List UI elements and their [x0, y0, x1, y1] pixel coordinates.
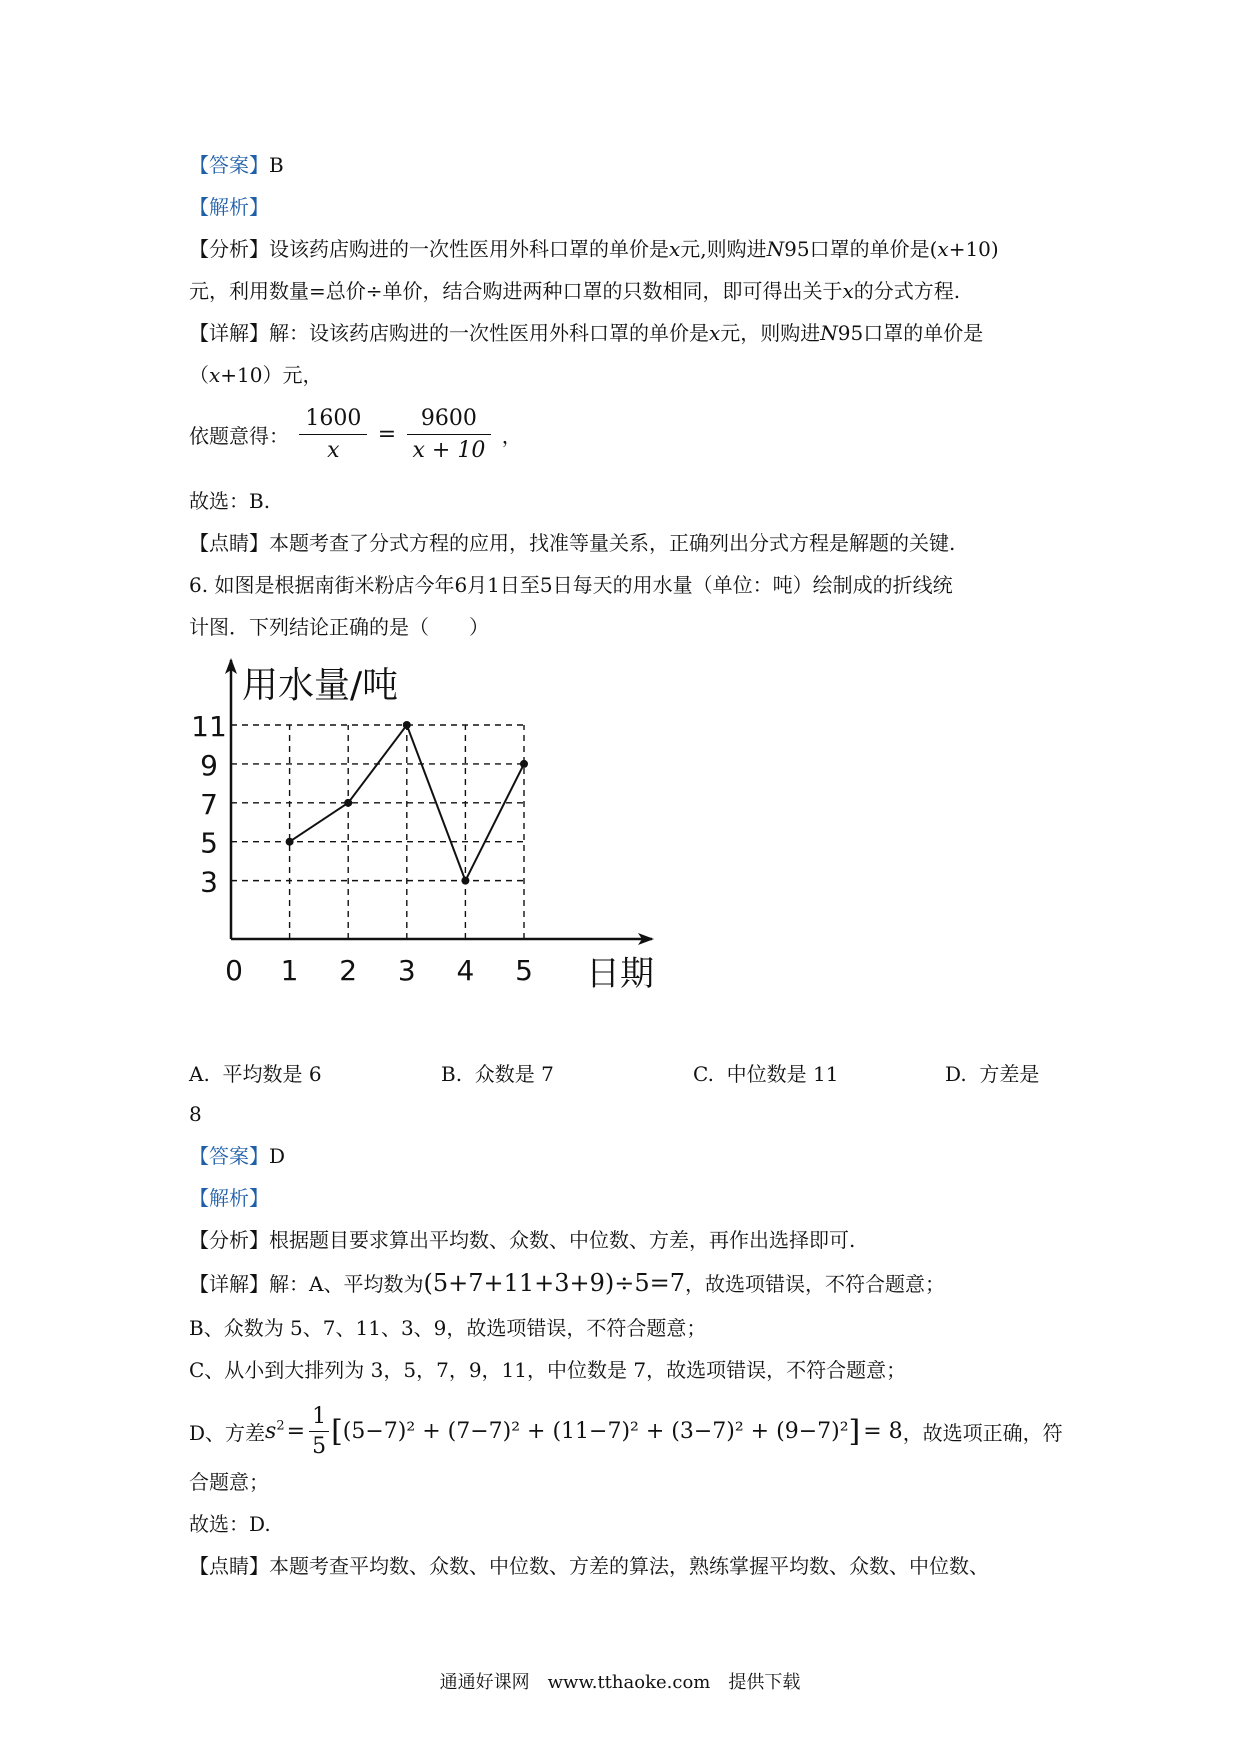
- option-text: 平均数是 6: [222, 1062, 322, 1086]
- var-s: s: [265, 1419, 277, 1444]
- data-point: [403, 721, 411, 729]
- option-d-wrap: [189, 1104, 202, 1124]
- option-label: A.: [189, 1062, 210, 1086]
- fenxi-text: 元，利用数量=总价÷单价，结合购进两种口罩的只数相同，即可得出关于: [189, 279, 843, 303]
- xiangjie-tag: 【详解】: [189, 321, 269, 345]
- q6-choose-line: [189, 1514, 271, 1534]
- equals-sign: =: [286, 1419, 306, 1444]
- equals-sign: =: [377, 422, 397, 447]
- fenxi-text: 设该药店购进的一次性医用外科口罩的单价是: [269, 237, 669, 261]
- chart-grid: [231, 725, 524, 939]
- q5-analysis-heading: [189, 197, 269, 217]
- q6-stem-text: 计图．下列结论正确的是（ ）: [189, 615, 489, 639]
- fraction-numerator: 9600: [407, 406, 492, 435]
- origin-label: 0: [225, 954, 243, 987]
- option-a: [189, 1064, 322, 1084]
- q6-line-d: [189, 1404, 1063, 1459]
- xiangjie-text: （: [189, 363, 209, 387]
- option-text: 中位数是 11: [726, 1062, 839, 1086]
- q6-fenxi-line: [189, 1230, 855, 1250]
- q6-answer-line: [189, 1146, 285, 1166]
- q5-choose-line: [189, 491, 270, 511]
- fraction-denominator: 5: [312, 1434, 327, 1459]
- answer-value: B: [269, 153, 284, 177]
- dianjing-tag: 【点睛】: [189, 1554, 269, 1578]
- xiangjie-text: 口罩的单价是: [863, 321, 984, 345]
- equation-comma: ，: [501, 424, 522, 448]
- fraction-left: [299, 406, 367, 463]
- q6-xiangjie-line-a: [189, 1268, 945, 1297]
- xiangjie-text: 解：设该药店购进的一次性医用外科口罩的单价是: [269, 321, 709, 345]
- dianjing-tag: 【点睛】: [189, 531, 269, 555]
- answer-tag: 【答案】: [189, 1144, 269, 1168]
- x-tick-label: 3: [397, 954, 416, 987]
- dianjing-text: 本题考查平均数、众数、中位数、方差的算法，熟练掌握平均数、众数、中位数、: [269, 1554, 989, 1578]
- var-x: x: [209, 363, 221, 387]
- x-tick-label: 2: [339, 954, 358, 987]
- var-x: x: [937, 237, 949, 261]
- q6-stem-text: 6. 如图是根据南街米粉店今年6月1日至5日每天的用水量（单位：吨）绘制成的折线统: [189, 573, 953, 597]
- q5-fenxi-line-2: [189, 281, 960, 301]
- y-tick-label: 7: [200, 787, 218, 821]
- y-tick-label: 11: [191, 710, 227, 743]
- q6-stem-line-1: [189, 575, 953, 595]
- line-d-text: D、方差: [189, 1421, 266, 1445]
- q6-line-b: [189, 1318, 706, 1338]
- y-axis-label: 用水量/吨: [242, 665, 399, 706]
- option-label: B.: [441, 1062, 463, 1086]
- option-label: C.: [693, 1062, 714, 1086]
- x-axis-label: 日期: [586, 954, 654, 994]
- data-point: [344, 799, 352, 807]
- y-tick-label: 5: [200, 826, 218, 860]
- option-c: [693, 1064, 838, 1084]
- q5-answer-line: [189, 155, 284, 175]
- fraction-one-fifth: [309, 1404, 329, 1459]
- superscript: 2: [276, 1418, 285, 1434]
- water-usage-line-chart: [180, 655, 680, 1010]
- q6-line-d-cont: [189, 1472, 269, 1492]
- choose-text: 故选：B.: [189, 489, 271, 513]
- mean-formula: (5+7+11+3+9)÷5=7: [423, 1269, 685, 1297]
- line-d-text: 合题意；: [189, 1470, 269, 1494]
- answer-value: D: [269, 1144, 286, 1168]
- xiangjie-text: 元，则购进: [720, 321, 821, 345]
- x-tick-label: 1: [280, 954, 299, 987]
- option-text: 众数是 7: [474, 1062, 554, 1086]
- q5-fenxi-line-1: [189, 239, 999, 259]
- q6-analysis-heading: [189, 1188, 269, 1208]
- variance-result: = 8: [863, 1419, 903, 1444]
- var-n: N: [766, 237, 785, 261]
- fenxi-text: 的分式方程.: [853, 279, 961, 303]
- x-tick-label: 4: [456, 954, 475, 987]
- x-tick-label: 5: [515, 954, 533, 987]
- choose-text: 故选：D.: [189, 1512, 271, 1536]
- y-tick-label: 9: [200, 748, 218, 782]
- equation-label: 依题意得：: [189, 424, 289, 448]
- q5-xiangjie-line-2: [189, 365, 323, 385]
- option-b: [441, 1064, 554, 1084]
- page-footer: 通通好课网 www.tthaoke.com 提供下载: [439, 1672, 801, 1693]
- var-n: N: [820, 321, 838, 345]
- q5-xiangjie-line-1: [189, 323, 983, 343]
- fraction-denominator: x + 10: [412, 438, 486, 463]
- xiangjie-tag: 【详解】: [189, 1272, 269, 1296]
- line-c-text: C、从小到大排列为 3，5，7，9，11，中位数是 7，故选项错误，不符合题意；: [189, 1358, 907, 1382]
- left-bracket: [: [331, 1414, 343, 1449]
- var-x: x: [709, 321, 721, 345]
- option-text: 方差是: [979, 1062, 1040, 1086]
- option-d-value: 8: [189, 1102, 202, 1126]
- q5-dianjing-line: [189, 533, 955, 553]
- fenxi-text: 口罩的单价是(: [809, 237, 938, 261]
- q6-dianjing-line: [189, 1556, 989, 1576]
- data-point: [520, 760, 528, 768]
- option-d: [945, 1064, 1039, 1084]
- y-tick-label: 3: [200, 865, 218, 899]
- line-d-text: ，故选项正确，符: [902, 1421, 1063, 1445]
- fraction-numerator: 1600: [299, 406, 367, 435]
- fraction-denominator: x: [327, 438, 340, 463]
- right-bracket: ]: [848, 1414, 861, 1449]
- dianjing-text: 本题考查了分式方程的应用，找准等量关系，正确列出分式方程是解题的关键.: [269, 531, 956, 555]
- option-label: D.: [945, 1062, 967, 1086]
- data-point: [461, 877, 469, 885]
- fenxi-tag: 【分析】: [189, 237, 269, 261]
- xiangjie-text: 解：A、平均数为: [269, 1272, 424, 1296]
- fenxi-tag: 【分析】: [189, 1228, 269, 1252]
- xiangjie-text: +10）元，: [220, 363, 323, 387]
- q6-stem-line-2: [189, 617, 489, 637]
- fraction-right: [407, 406, 492, 463]
- variance-formula: (5−7)² + (7−7)² + (11−7)² + (3−7)² + (9−7)²: [342, 1419, 849, 1444]
- q5-equation-line: [189, 406, 522, 463]
- analysis-tag: 【解析】: [189, 1186, 269, 1210]
- analysis-tag: 【解析】: [189, 195, 269, 219]
- answer-tag: 【答案】: [189, 153, 269, 177]
- fenxi-text: 根据题目要求算出平均数、众数、中位数、方差，再作出选择即可.: [269, 1228, 856, 1252]
- xiangjie-text: ，故选项错误，不符合题意；: [685, 1272, 945, 1296]
- fenxi-text: 元,则购进: [680, 237, 767, 261]
- fenxi-text: 95: [784, 237, 810, 261]
- data-point: [286, 838, 294, 846]
- var-x: x: [842, 279, 854, 303]
- var-x: x: [669, 237, 681, 261]
- line-b-text: B、众数为 5、7、11、3、9，故选项错误，不符合题意；: [189, 1316, 707, 1340]
- fraction-numerator: 1: [309, 1404, 329, 1432]
- xiangjie-text: 95: [837, 321, 864, 345]
- fenxi-text: +10): [948, 237, 999, 261]
- q6-line-c: [189, 1360, 906, 1380]
